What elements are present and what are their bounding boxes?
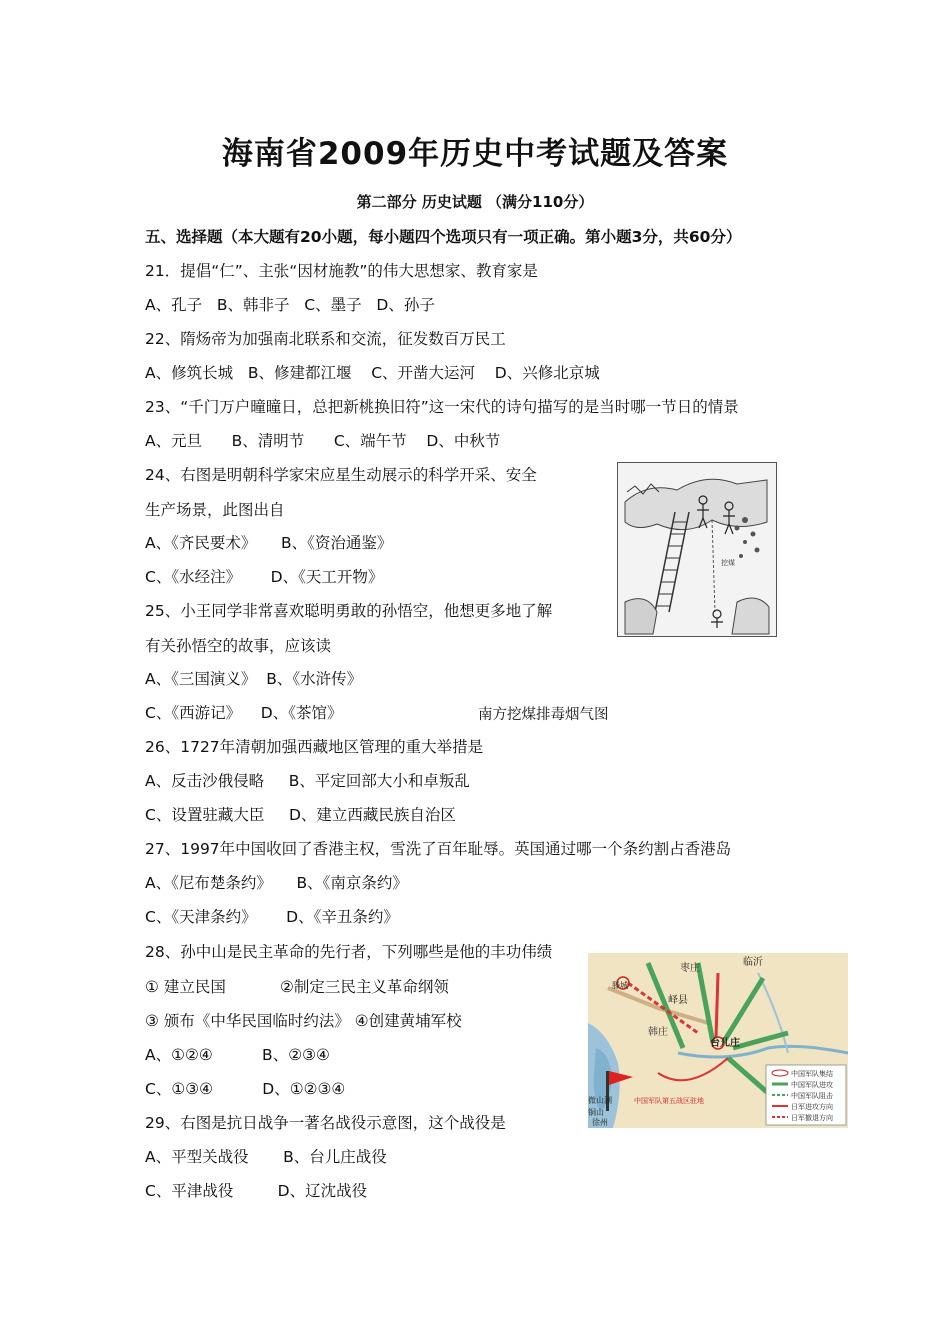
question-27: 27、1997年中国收回了香港主权，雪洗了百年耻辱。英国通过哪一个条约割占香港岛 <box>145 840 732 858</box>
legend-item-5: 日军撤退方向 <box>791 1114 833 1122</box>
q25-options-ab: A、《三国演义》 B、《水浒传》 <box>145 670 363 688</box>
question-29: 29、右图是抗日战争一著名战役示意图，这个战役是 <box>145 1114 506 1132</box>
q24-options-cd: C、《水经注》 D、《天工开物》 <box>145 568 384 586</box>
q26-options-cd: C、设置驻藏大臣 D、建立西藏民族自治区 <box>145 806 456 824</box>
q23-options: A、元旦 B、清明节 C、端午节 D、中秋节 <box>145 432 501 450</box>
map-label-taierzhuang: 台儿庄 <box>710 1038 740 1049</box>
mining-woodcut-figure <box>617 462 777 637</box>
question-24: 24、右图是明朝科学家宋应星生动展示的科学开采、安全 <box>145 466 537 484</box>
q26-options-ab: A、反击沙俄侵略 B、平定回部大小和卓叛乱 <box>145 772 470 790</box>
legend-item-4: 日军进攻方向 <box>791 1103 833 1111</box>
question-25-cont: 有关孙悟空的故事，应该读 <box>145 637 332 655</box>
q21-options: A、孔子 B、韩非子 C、墨子 D、孙子 <box>145 296 435 314</box>
question-26: 26、1727年清朝加强西藏地区管理的重大举措是 <box>145 738 484 756</box>
part-subtitle: 第二部分 历史试题 （满分110分） <box>356 193 594 211</box>
question-23: 23、“千门万户曈曈日，总把新桃换旧符”这一宋代的诗句描写的是当时哪一节日的情景 <box>145 398 739 416</box>
page-title: 海南省2009年历史中考试题及答案 <box>221 136 729 172</box>
q29-options-cd: C、平津战役 D、辽沈战役 <box>145 1182 368 1200</box>
figure-caption: 南方挖煤排毒烟气图 <box>478 707 609 723</box>
question-22: 22、隋炀帝为加强南北联系和交流，征发数百万民工 <box>145 330 506 348</box>
legend-item-1: 中国军队集结 <box>791 1070 833 1078</box>
legend-item-2: 中国军队进攻 <box>791 1081 833 1089</box>
q28-items-12: ① 建立民国 ②制定三民主义革命纲领 <box>145 978 449 996</box>
q24-options-ab: A、《齐民要术》 B、《资治通鉴》 <box>145 534 393 552</box>
q28-options-ab: A、①②④ B、②③④ <box>145 1046 330 1064</box>
q27-options-cd: C、《天津条约》 D、《辛丑条约》 <box>145 908 399 926</box>
q29-options-ab: A、平型关战役 B、台儿庄战役 <box>145 1148 387 1166</box>
map-label-xuzhou: 徐州 <box>592 1118 608 1127</box>
map-label-tengcheng: 滕城 <box>612 981 628 990</box>
question-21: 21．提倡“仁”、主张“因材施教”的伟大思想家、教育家是 <box>145 262 538 280</box>
map-flag-label: 中国军队第五战区驻地 <box>634 1097 704 1105</box>
q28-items-34: ③ 颁布《中华民国临时约法》 ④创建黄埔军校 <box>145 1012 462 1030</box>
map-label-linyi: 临沂 <box>743 957 763 968</box>
q28-options-cd: C、①③④ D、①②③④ <box>145 1080 346 1098</box>
question-28: 28、孙中山是民主革命的先行者，下列哪些是他的丰功伟绩 <box>145 943 553 961</box>
fig1-label: 挖煤 <box>721 559 735 567</box>
question-24-cont: 生产场景，此图出自 <box>145 501 285 519</box>
legend-item-3: 中国军队阻击 <box>791 1092 833 1100</box>
battle-map-figure <box>588 953 848 1128</box>
question-25: 25、小王同学非常喜欢聪明勇敢的孙悟空，他想更多地了解 <box>145 602 553 620</box>
q25-options-cd: C、《西游记》 D、《茶馆》 <box>145 704 343 722</box>
q27-options-ab: A、《尼布楚条约》 B、《南京条约》 <box>145 874 408 892</box>
map-label-tongshan: 铜山 <box>588 1108 604 1117</box>
section-heading: 五、选择题（本大题有20小题，每小题四个选项只有一项正确。第小题3分，共60分） <box>145 228 742 246</box>
map-label-weishan-lake: 微山湖 <box>588 1096 612 1105</box>
map-label-hanzhuang: 韩庄 <box>648 1027 668 1038</box>
q22-options: A、修筑长城 B、修建都江堰 C、开凿大运河 D、兴修北京城 <box>145 364 600 382</box>
map-label-zaozhuang: 枣庄 <box>680 963 700 974</box>
map-label-yixian: 峄县 <box>668 995 688 1006</box>
